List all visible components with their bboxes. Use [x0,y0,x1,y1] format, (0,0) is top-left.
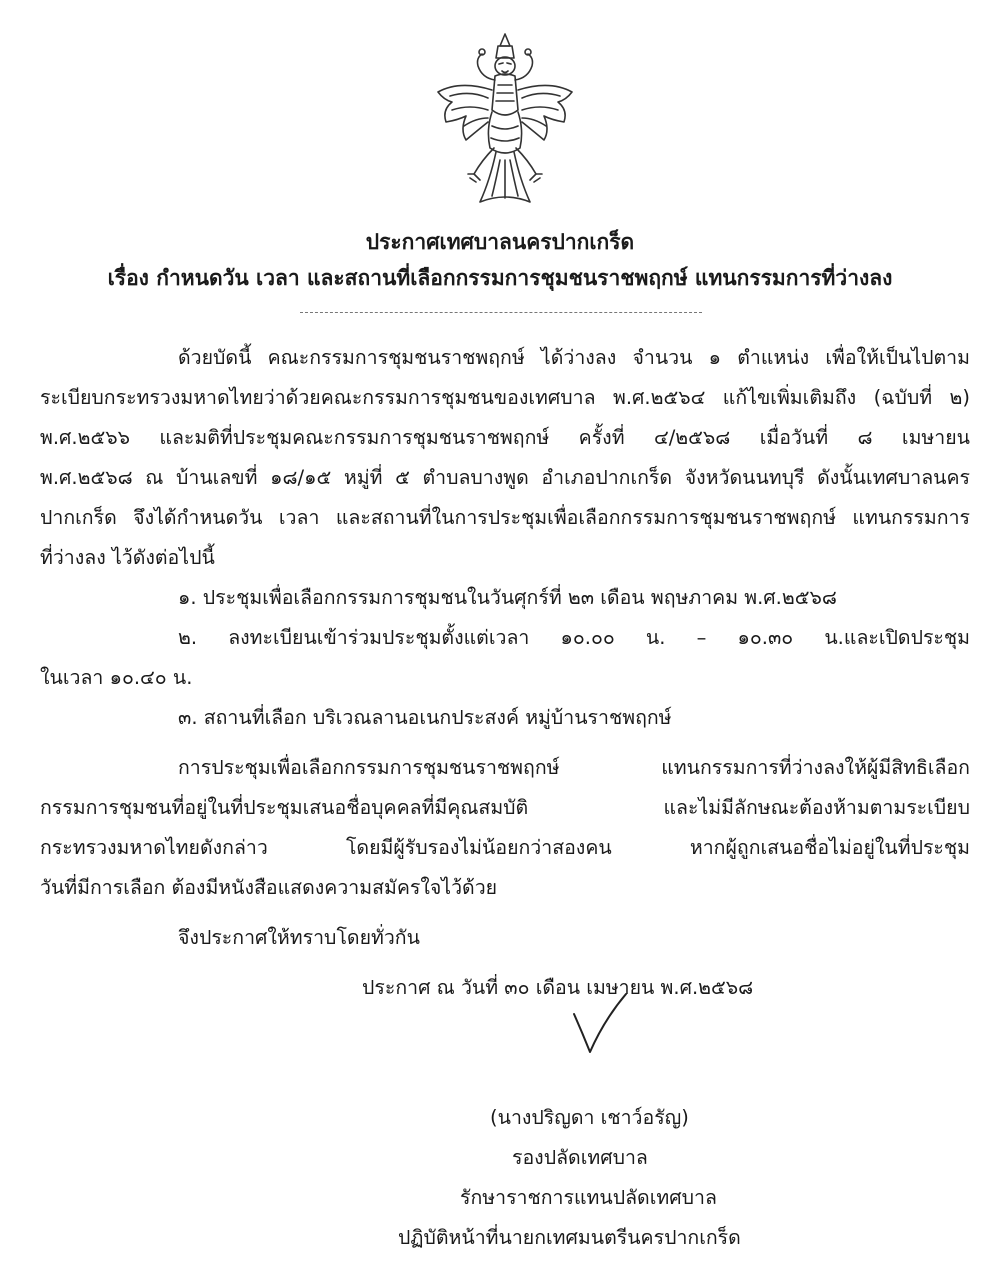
signer-position-3: ปฏิบัติหน้าที่นายกเทศมนตรีนครปากเกร็ด [398,1226,741,1249]
signer-position-1: รองปลัดเทศบาล [512,1146,648,1169]
list-item-2-line1: ๒. ลงทะเบียนเข้าร่วมประชุมตั้งแต่เวลา ๑๐.๐๐ น. – ๑๐.๓๐ น.และเปิดประชุม [178,626,970,649]
body-para1-line3: พ.ศ.๒๕๖๖ และมติที่ประชุมคณะกรรมการชุมชนราชพฤกษ์ ครั้งที่ ๔/๒๕๖๘ เมื่อวันที่ ๘ เมษายน [40,426,970,449]
signer-position-2: รักษาราชการแทนปลัดเทศบาล [460,1186,717,1209]
body-para1-line2: ระเบียบกระทรวงมหาดไทยว่าด้วยคณะกรรมการชุมชนของเทศบาล พ.ศ.๒๕๖๔ แก้ไขเพิ่มเติมถึง (ฉบับที่ ๒) [40,386,970,409]
body-para1-line6: ที่ว่างลง ไว้ดังต่อไปนี้ [40,546,215,569]
signer-name: (นางปริญดา เชาว์อรัญ) [490,1106,689,1129]
list-item-1: ๑. ประชุมเพื่อเลือกกรรมการชุมชนในวันศุกร์ที่ ๒๓ เดือน พฤษภาคม พ.ศ.๒๕๖๘ [178,586,837,609]
closing-text: จึงประกาศให้ทราบโดยทั่วกัน [178,926,420,949]
list-item-3: ๓. สถานที่เลือก บริเวณลานอเนกประสงค์ หมู่บ้านราชพฤกษ์ [178,706,672,729]
divider-line [300,312,702,313]
garuda-emblem-icon [430,30,580,210]
body-para1-line5: ปากเกร็ด จึงได้กำหนดวัน เวลา และสถานที่ในการประชุมเพื่อเลือกกรรมการชุมชนราชพฤกษ์ แทนกรรมการ [40,506,970,529]
announcement-date: ประกาศ ณ วันที่ ๓๐ เดือน เมษายน พ.ศ.๒๕๖๘ [362,976,754,999]
body-para1-line4: พ.ศ.๒๕๖๘ ณ บ้านเลขที่ ๑๘/๑๕ หมู่ที่ ๕ ตำบลบางพูด อำเภอปากเกร็ด จังหวัดนนทบุรี ดังนั้นเทศบาลนคร [40,466,970,489]
document-subject: เรื่อง กำหนดวัน เวลา และสถานที่เลือกกรรมการชุมชนราชพฤกษ์ แทนกรรมการที่ว่างลง [107,266,893,290]
body-para2-line3: กระทรวงมหาดไทยดังกล่าว โดยมีผู้รับรองไม่น้อยกว่าสองคน หากผู้ถูกเสนอชื่อไม่อยู่ในที่ประชุม [40,836,970,859]
body-para2-line2: กรรมการชุมชนที่อยู่ในที่ประชุมเสนอชื่อบุคคลที่มีคุณสมบัติ และไม่มีลักษณะต้องห้ามตามระเบียบ [40,796,970,819]
body-para2-line4: วันที่มีการเลือก ต้องมีหนังสือแสดงความสมัครใจไว้ด้วย [40,876,498,899]
signature-mark [560,990,640,1060]
body-para1-line1: ด้วยบัดนี้ คณะกรรมการชุมชนราชพฤกษ์ ได้ว่างลง จำนวน ๑ ตำแหน่ง เพื่อให้เป็นไปตาม [178,346,970,369]
document-title: ประกาศเทศบาลนครปากเกร็ด [365,230,635,254]
body-para2-line1: การประชุมเพื่อเลือกกรรมการชุมชนราชพฤกษ์ แทนกรรมการที่ว่างลงให้ผู้มีสิทธิเลือก [178,756,970,779]
list-item-2-line2: ในเวลา ๑๐.๔๐ น. [40,666,193,689]
